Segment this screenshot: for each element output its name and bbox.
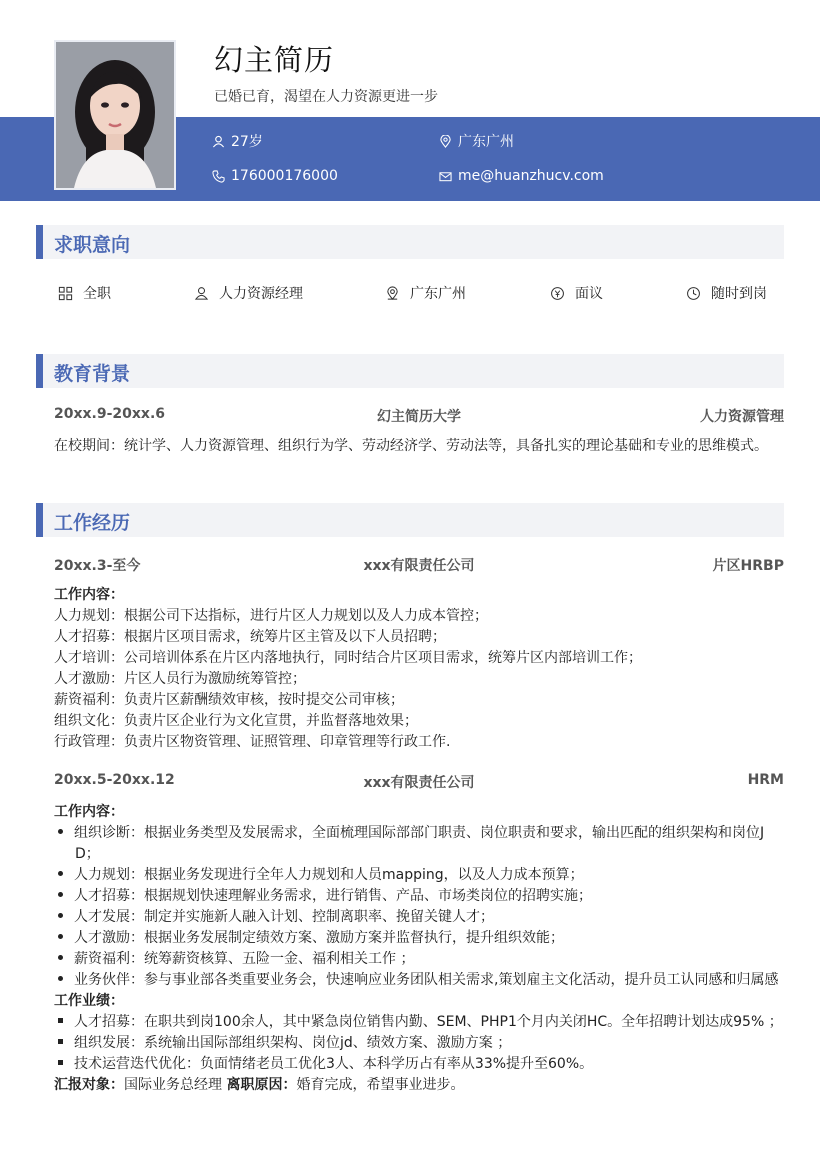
intent-salary	[550, 283, 603, 303]
currency-icon	[550, 286, 565, 301]
job-bullet-text: 业务伙伴：参与事业部各类重要业务会，快速响应业务团队相关需求,策划雇主文化活动，提升员工认同感和归属感	[74, 972, 779, 988]
phone-info	[212, 168, 338, 184]
bullet-dot	[58, 871, 63, 876]
bullet-dot	[58, 892, 63, 897]
job-bullet-item	[58, 927, 564, 947]
job-bullet-text: 薪资福利：统筹薪资核算、五险一金、福利相关工作 ；	[74, 951, 415, 967]
intent-position	[194, 283, 303, 303]
resume-tagline: 已婚已育，渴望在人力资源更进一步	[214, 89, 438, 105]
job-bullet-text: 人才招募：根据规划快速理解业务需求，进行销售、产品、市场类岗位的招聘实施；	[74, 888, 592, 904]
location-pin-icon	[439, 135, 452, 148]
job-content-label: 工作内容：	[54, 587, 124, 603]
leave-label: 离职原因：	[226, 1077, 297, 1093]
email-info[interactable]	[439, 168, 604, 184]
location-value: 广东广州	[458, 134, 514, 150]
location-info	[439, 131, 514, 151]
intent-position-label: 人力资源经理	[219, 286, 303, 302]
education-major: 人力资源管理	[700, 409, 784, 425]
intent-availability-label: 随时到岗	[711, 286, 767, 302]
job-duty-line: 组织文化：负责片区企业行为文化宣贯，并监督落地效果；	[54, 713, 418, 729]
job-result-item	[58, 1053, 593, 1073]
job-duty-line: 行政管理：负责片区物资管理、证照管理、印章管理等行政工作.	[54, 734, 451, 750]
person-icon	[212, 135, 225, 148]
profile-photo	[54, 40, 176, 190]
intent-city	[385, 283, 466, 303]
job-duty-line: 人才激励：片区人员行为激励统筹管控；	[54, 671, 306, 687]
education-description: 在校期间：统计学、人力资源管理、组织行为学、劳动经济学、劳动法等，具备扎实的理论基础和专业的思维模式。	[54, 438, 768, 454]
bullet-dot	[58, 829, 63, 834]
job-bullet-item	[58, 864, 584, 884]
job-bullet-item	[58, 948, 414, 968]
job-bullet-text: 人才激励：根据业务发展制定绩效方案、激励方案并监督执行，提升组织效能；	[74, 930, 564, 946]
resume-name: 幻主简历	[214, 43, 335, 77]
intent-city-label: 广东广州	[410, 286, 466, 302]
job-duty-line: 人才招募：根据片区项目需求，统筹片区主管及以下人员招聘；	[54, 629, 446, 645]
section-intent-header	[36, 225, 784, 259]
bullet-square	[58, 1018, 63, 1023]
clock-icon	[686, 286, 701, 301]
section-accent-bar	[36, 503, 43, 537]
age-info	[212, 131, 263, 151]
job-duty-line: 薪资福利：负责片区薪酬绩效审核，按时提交公司审核；	[54, 692, 404, 708]
bullet-dot	[58, 934, 63, 939]
section-accent-bar	[36, 354, 43, 388]
job-content-label: 工作内容：	[54, 804, 124, 820]
phone-icon	[212, 170, 225, 183]
job-period: 20xx.5-20xx.12	[54, 772, 175, 788]
report-value: 国际业务总经理	[124, 1077, 222, 1093]
job-result-text: 人才招募：在职共到岗100余人，其中紧急岗位销售内勤、SEM、PHP1个月内关闭HC。全年招聘计划达成95% ；	[74, 1014, 783, 1030]
job-bullet-item	[58, 969, 778, 989]
location-pin-icon	[385, 286, 400, 301]
job-duty-line: 人才培训：公司培训体系在片区内落地执行，同时结合片区项目需求，统筹片区内部培训工作；	[54, 650, 642, 666]
job-company: xxx有限责任公司	[363, 775, 475, 791]
grid-icon	[58, 286, 73, 301]
section-title: 教育背景	[54, 363, 131, 385]
section-title: 工作经历	[54, 512, 131, 534]
age-value: 27岁	[231, 134, 263, 150]
job-title: HRM	[747, 772, 784, 788]
bullet-dot	[58, 955, 63, 960]
intent-availability	[686, 283, 767, 303]
job-result-text: 组织发展：系统输出国际部组织架构、岗位jd、绩效方案、激励方案 ；	[74, 1035, 512, 1051]
job-bullet-item	[58, 885, 592, 905]
job-bullet-text: 组织诊断：根据业务类型及发展需求，全面梳理国际部部门职责、岗位职责和要求，输出匹配的组织架构和岗位J	[74, 825, 765, 841]
job-header-row	[54, 555, 784, 575]
job-report-line	[54, 1074, 464, 1094]
section-title: 求职意向	[54, 234, 131, 256]
intent-salary-label: 面议	[575, 286, 603, 302]
leave-value: 婚育完成，希望事业进步。	[296, 1077, 465, 1093]
email-icon	[439, 170, 452, 183]
section-education-header	[36, 354, 784, 388]
bullet-dot	[58, 976, 63, 981]
job-title: 片区HRBP	[712, 558, 784, 574]
job-bullet-text: 人才发展：制定并实施新人融入计划、控制离职率、挽留关键人才；	[74, 909, 494, 925]
bullet-dot	[58, 913, 63, 918]
job-result-item	[58, 1032, 511, 1052]
job-result-item	[58, 1011, 783, 1031]
intent-type-label: 全职	[83, 286, 111, 302]
job-bullet-item	[58, 822, 764, 842]
phone-value: 176000176000	[231, 168, 338, 184]
job-period: 20xx.3-至今	[54, 558, 141, 574]
education-row	[54, 406, 784, 425]
section-work-header	[36, 503, 784, 537]
bullet-square	[58, 1039, 63, 1044]
person-icon	[194, 286, 209, 301]
job-bullet-continuation: D；	[75, 846, 100, 862]
job-bullet-text: 人力规划：根据业务发现进行全年人力规划和人员mapping，以及人力成本预算；	[74, 867, 584, 883]
email-value[interactable]: me@huanzhucv.com	[458, 168, 604, 184]
education-school: 幻主简历大学	[377, 409, 461, 425]
job-results-label: 工作业绩：	[54, 993, 124, 1009]
education-period: 20xx.9-20xx.6	[54, 406, 166, 422]
bullet-square	[58, 1060, 63, 1065]
job-company: xxx有限责任公司	[363, 558, 475, 574]
job-duty-line: 人力规划：根据公司下达指标，进行片区人力规划以及人力成本管控；	[54, 608, 488, 624]
portrait-image	[56, 42, 174, 188]
job-bullet-item	[58, 906, 494, 926]
section-accent-bar	[36, 225, 43, 259]
job-header-row	[54, 772, 784, 791]
report-label: 汇报对象：	[54, 1077, 124, 1093]
job-result-text: 技术运营迭代优化：负面情绪老员工优化3人、本科学历占有率从33%提升至60%。	[74, 1056, 594, 1072]
intent-type	[58, 283, 111, 303]
